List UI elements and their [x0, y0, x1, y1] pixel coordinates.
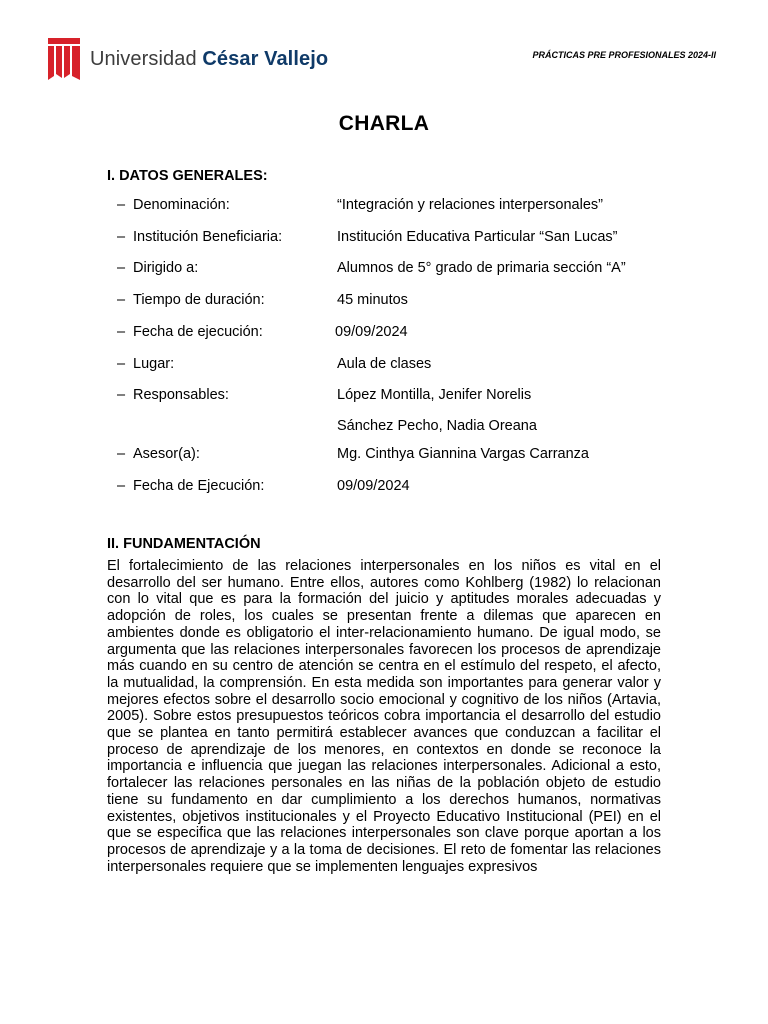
fundamentacion-paragraph: El fortalecimiento de las relaciones interpersonales en los niños es vital en el desarrollo del ser humano. Entre ellos, autores como Kohlberg (1982) lo relacionan con lo vital que es para la formación del juicio y aptitudes morales adecuadas y adopción de roles, los cuales se presentan frente a dilemas que aparecen en ambientes donde es obligatorio el inter-relacionamiento humano. De igual modo, se argumenta que las relaciones interpersonales favorecen los procesos de aprendizaje más cuando en su centro de atención se centra en el estímulo del respeto, el afecto, la mutualidad, la comprensión. En esta medida son importantes para generar valor y mejores efectos sobre el desarrollo socio emocional y cognitivo de los niños (Artavia, 2005). Sobre estos presupuestos teóricos cobra importancia el desarrollo del estudio que se plantea en tanto permitirá establecer avances que conduzcan a facilitar el proceso de aprendizaje de los menores, en contextos en donde se reconoce la importancia e influencia que juegan las relaciones interpersonales. Adicional a esto, fortalecer las relaciones personales en las niñas de la población objeto de estudio tiene su fundamento en dar cumplimiento a los derechos humanos, normativas existentes, objetivos institucionales y el Proyecto Educativo Institucional (PEI) en el que se especifica que las relaciones interpersonales son clave porque aportan a los procesos de aprendizaje y a la toma de decisiones. El reto de fomentar las relaciones interpersonales requiere que se implementen lenguajes expresivos — [107, 558, 661, 875]
responsable-second-name: Sánchez Pecho, Nadia Oreana — [337, 418, 537, 434]
bullet-dash: – — [117, 387, 126, 403]
bullet-dash: – — [117, 260, 126, 276]
data-row-fecha-ejecucion-2 — [117, 478, 410, 494]
row-value: Alumnos de 5° grado de primaria sección “A” — [337, 260, 626, 276]
row-value: Mg. Cinthya Giannina Vargas Carranza — [337, 446, 589, 462]
section-fundamentacion-heading: II. FUNDAMENTACIÓN — [107, 536, 261, 552]
bullet-dash: – — [117, 197, 126, 213]
data-row-institucion — [117, 229, 618, 245]
row-value: Institución Educativa Particular “San Lucas” — [337, 229, 618, 245]
data-row-dirigido — [117, 260, 626, 276]
document-title: CHARLA — [338, 112, 430, 135]
row-label: Institución Beneficiaria: — [133, 229, 283, 245]
row-value: 09/09/2024 — [335, 324, 408, 340]
bullet-dash: – — [117, 446, 126, 462]
data-row-denominacion — [117, 197, 603, 213]
row-value: “Integración y relaciones interpersonales” — [337, 197, 603, 213]
bullet-dash: – — [117, 292, 126, 308]
row-value: Aula de clases — [337, 356, 432, 372]
data-row-tiempo — [117, 292, 408, 308]
bullet-dash: – — [117, 478, 126, 494]
data-row-lugar — [117, 356, 432, 372]
university-name-bold: César Vallejo — [202, 47, 329, 70]
practice-label: PRÁCTICAS PRE PROFESIONALES 2024-II — [532, 50, 716, 60]
bullet-dash: – — [117, 229, 126, 245]
row-value: López Montilla, Jenifer Norelis — [337, 387, 532, 403]
row-value: 09/09/2024 — [337, 478, 410, 494]
row-label: Lugar: — [133, 356, 175, 372]
row-label: Fecha de Ejecución: — [133, 478, 265, 494]
data-row-responsables — [117, 387, 532, 403]
ucv-shield-icon — [48, 38, 80, 80]
data-row-fecha-ejecucion — [117, 324, 408, 340]
university-name-regular: Universidad — [90, 47, 203, 70]
bullet-dash: – — [117, 356, 126, 372]
row-label: Asesor(a): — [133, 446, 200, 462]
data-row-asesor — [117, 446, 589, 462]
university-name — [90, 48, 328, 71]
row-label: Tiempo de duración: — [133, 292, 265, 308]
row-label: Denominación: — [133, 197, 230, 213]
row-label: Dirigido a: — [133, 260, 199, 276]
section-datos-generales-heading: I. DATOS GENERALES: — [107, 168, 268, 184]
row-label: Fecha de ejecución: — [133, 324, 263, 340]
row-label: Responsables: — [133, 387, 229, 403]
university-logo — [48, 38, 328, 80]
bullet-dash: – — [117, 324, 126, 340]
document-header — [0, 0, 768, 90]
row-value: 45 minutos — [337, 292, 408, 308]
